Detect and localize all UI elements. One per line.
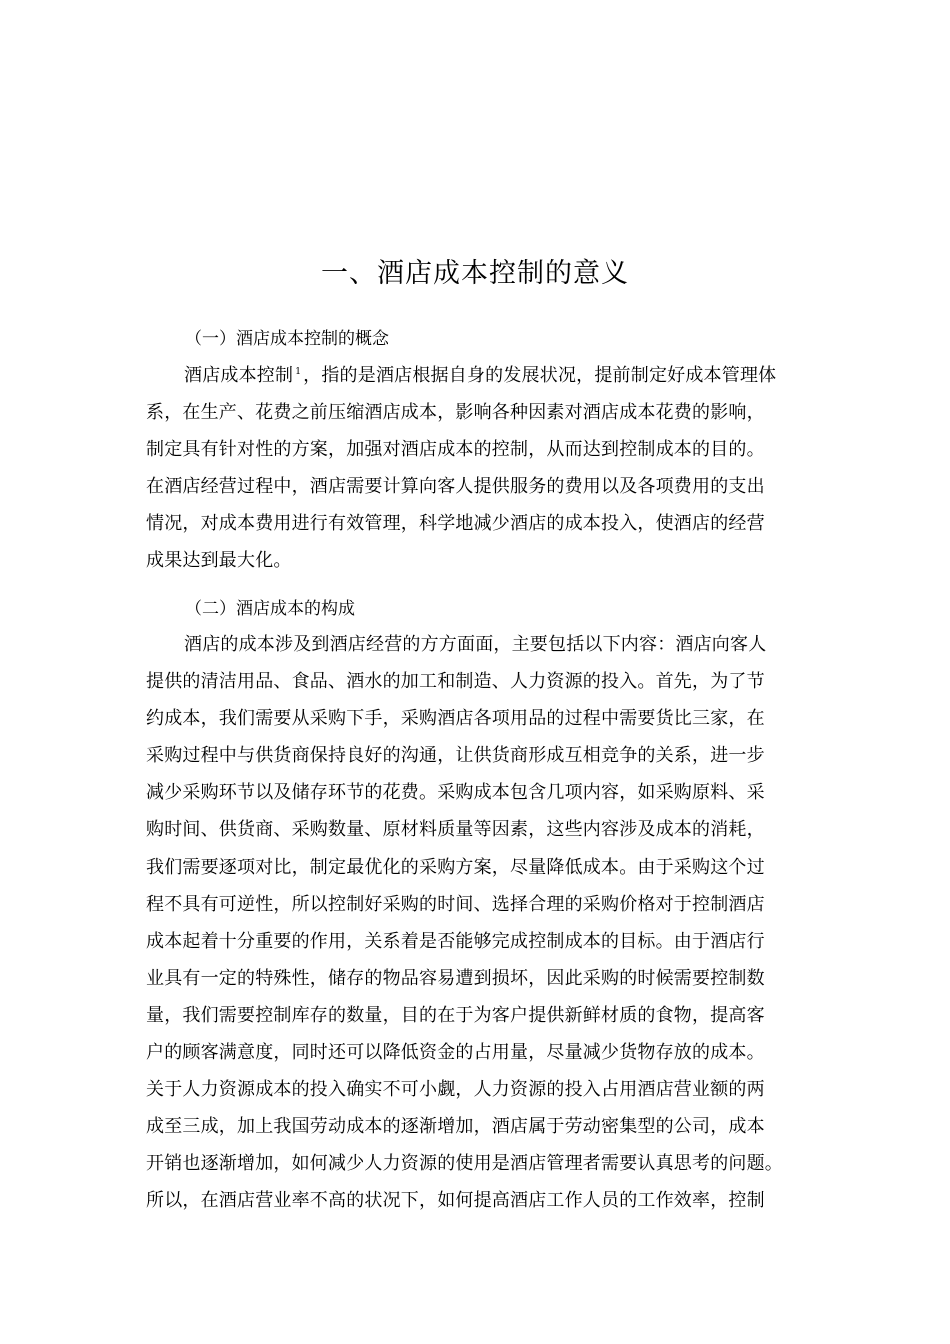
paragraph-line: 在酒店经营过程中，酒店需要计算向客人提供服务的费用以及各项费用的支出 — [146, 476, 765, 498]
paragraph-line: 提供的清洁用品、食品、酒水的加工和制造、人力资源的投入。首先，为了节 — [146, 671, 765, 693]
paragraph-composition — [146, 626, 820, 1220]
paragraph-line: 购时间、供货商、采购数量、原材料质量等因素，这些内容涉及成本的消耗， — [146, 819, 765, 841]
paragraph-line: 业具有一定的特殊性，储存的物品容易遭到损坏，因此采购的时候需要控制数 — [146, 967, 765, 989]
paragraph-line: 约成本，我们需要从采购下手，采购酒店各项用品的过程中需要货比三家，在 — [146, 708, 765, 730]
paragraph-line: 程不具有可逆性，所以控制好采购的时间、选择合理的采购价格对于控制酒店 — [146, 893, 765, 915]
paragraph-line: 户的顾客满意度，同时还可以降低资金的占用量，尽量减少货物存放的成本。 — [146, 1042, 765, 1064]
paragraph-line: 制定具有针对性的方案，加强对酒店成本的控制，从而达到控制成本的目的。 — [146, 439, 765, 461]
paragraph-line: 成本起着十分重要的作用，关系着是否能够完成控制成本的目标。由于酒店行 — [146, 930, 765, 952]
paragraph-line: 情况，对成本费用进行有效管理，科学地减少酒店的成本投入，使酒店的经营 — [146, 513, 765, 535]
paragraph-line: 系，在生产、花费之前压缩酒店成本，影响各种因素对酒店成本花费的影响， — [146, 402, 765, 424]
paragraph-line: 量，我们需要控制库存的数量，目的在于为客户提供新鲜材质的食物，提高客 — [146, 1004, 765, 1026]
paragraph-line: 成至三成，加上我国劳动成本的逐渐增加，酒店属于劳动密集型的公司，成本 — [146, 1116, 765, 1138]
paragraph-line — [146, 357, 820, 394]
paragraph-text: 酒店成本控制 — [184, 365, 294, 386]
paragraph-concept — [146, 357, 820, 580]
paragraph-line: 成果达到最大化。 — [146, 550, 292, 572]
paragraph-line: 关于人力资源成本的投入确实不可小觑，人力资源的投入占用酒店营业额的两 — [146, 1079, 765, 1101]
footnote-marker[interactable]: 1 — [295, 367, 302, 377]
paragraph-line: 所以，在酒店营业率不高的状况下，如何提高酒店工作人员的工作效率，控制 — [146, 1190, 765, 1212]
paragraph-line: 采购过程中与供货商保持良好的沟通，让供货商形成互相竞争的关系，进一步 — [146, 745, 765, 767]
paragraph-line: 开销也逐渐增加，如何减少人力资源的使用是酒店管理者需要认真思考的问题。 — [146, 1153, 783, 1175]
section-heading-composition: （二）酒店成本的构成 — [185, 599, 355, 619]
section-heading-concept: （一）酒店成本控制的概念 — [185, 329, 389, 349]
chapter-title: 一、酒店成本控制的意义 — [321, 258, 629, 289]
paragraph-text: ，指的是酒店根据自身的发展状况，提前制定好成本管理体 — [303, 365, 777, 386]
paragraph-line: 减少采购环节以及储存环节的花费。采购成本包含几项内容，如采购原料、采 — [146, 782, 765, 804]
paragraph-line: 酒店的成本涉及到酒店经营的方方面面，主要包括以下内容：酒店向客人 — [184, 634, 767, 655]
paragraph-line: 我们需要逐项对比，制定最优化的采购方案，尽量降低成本。由于采购这个过 — [146, 856, 765, 878]
